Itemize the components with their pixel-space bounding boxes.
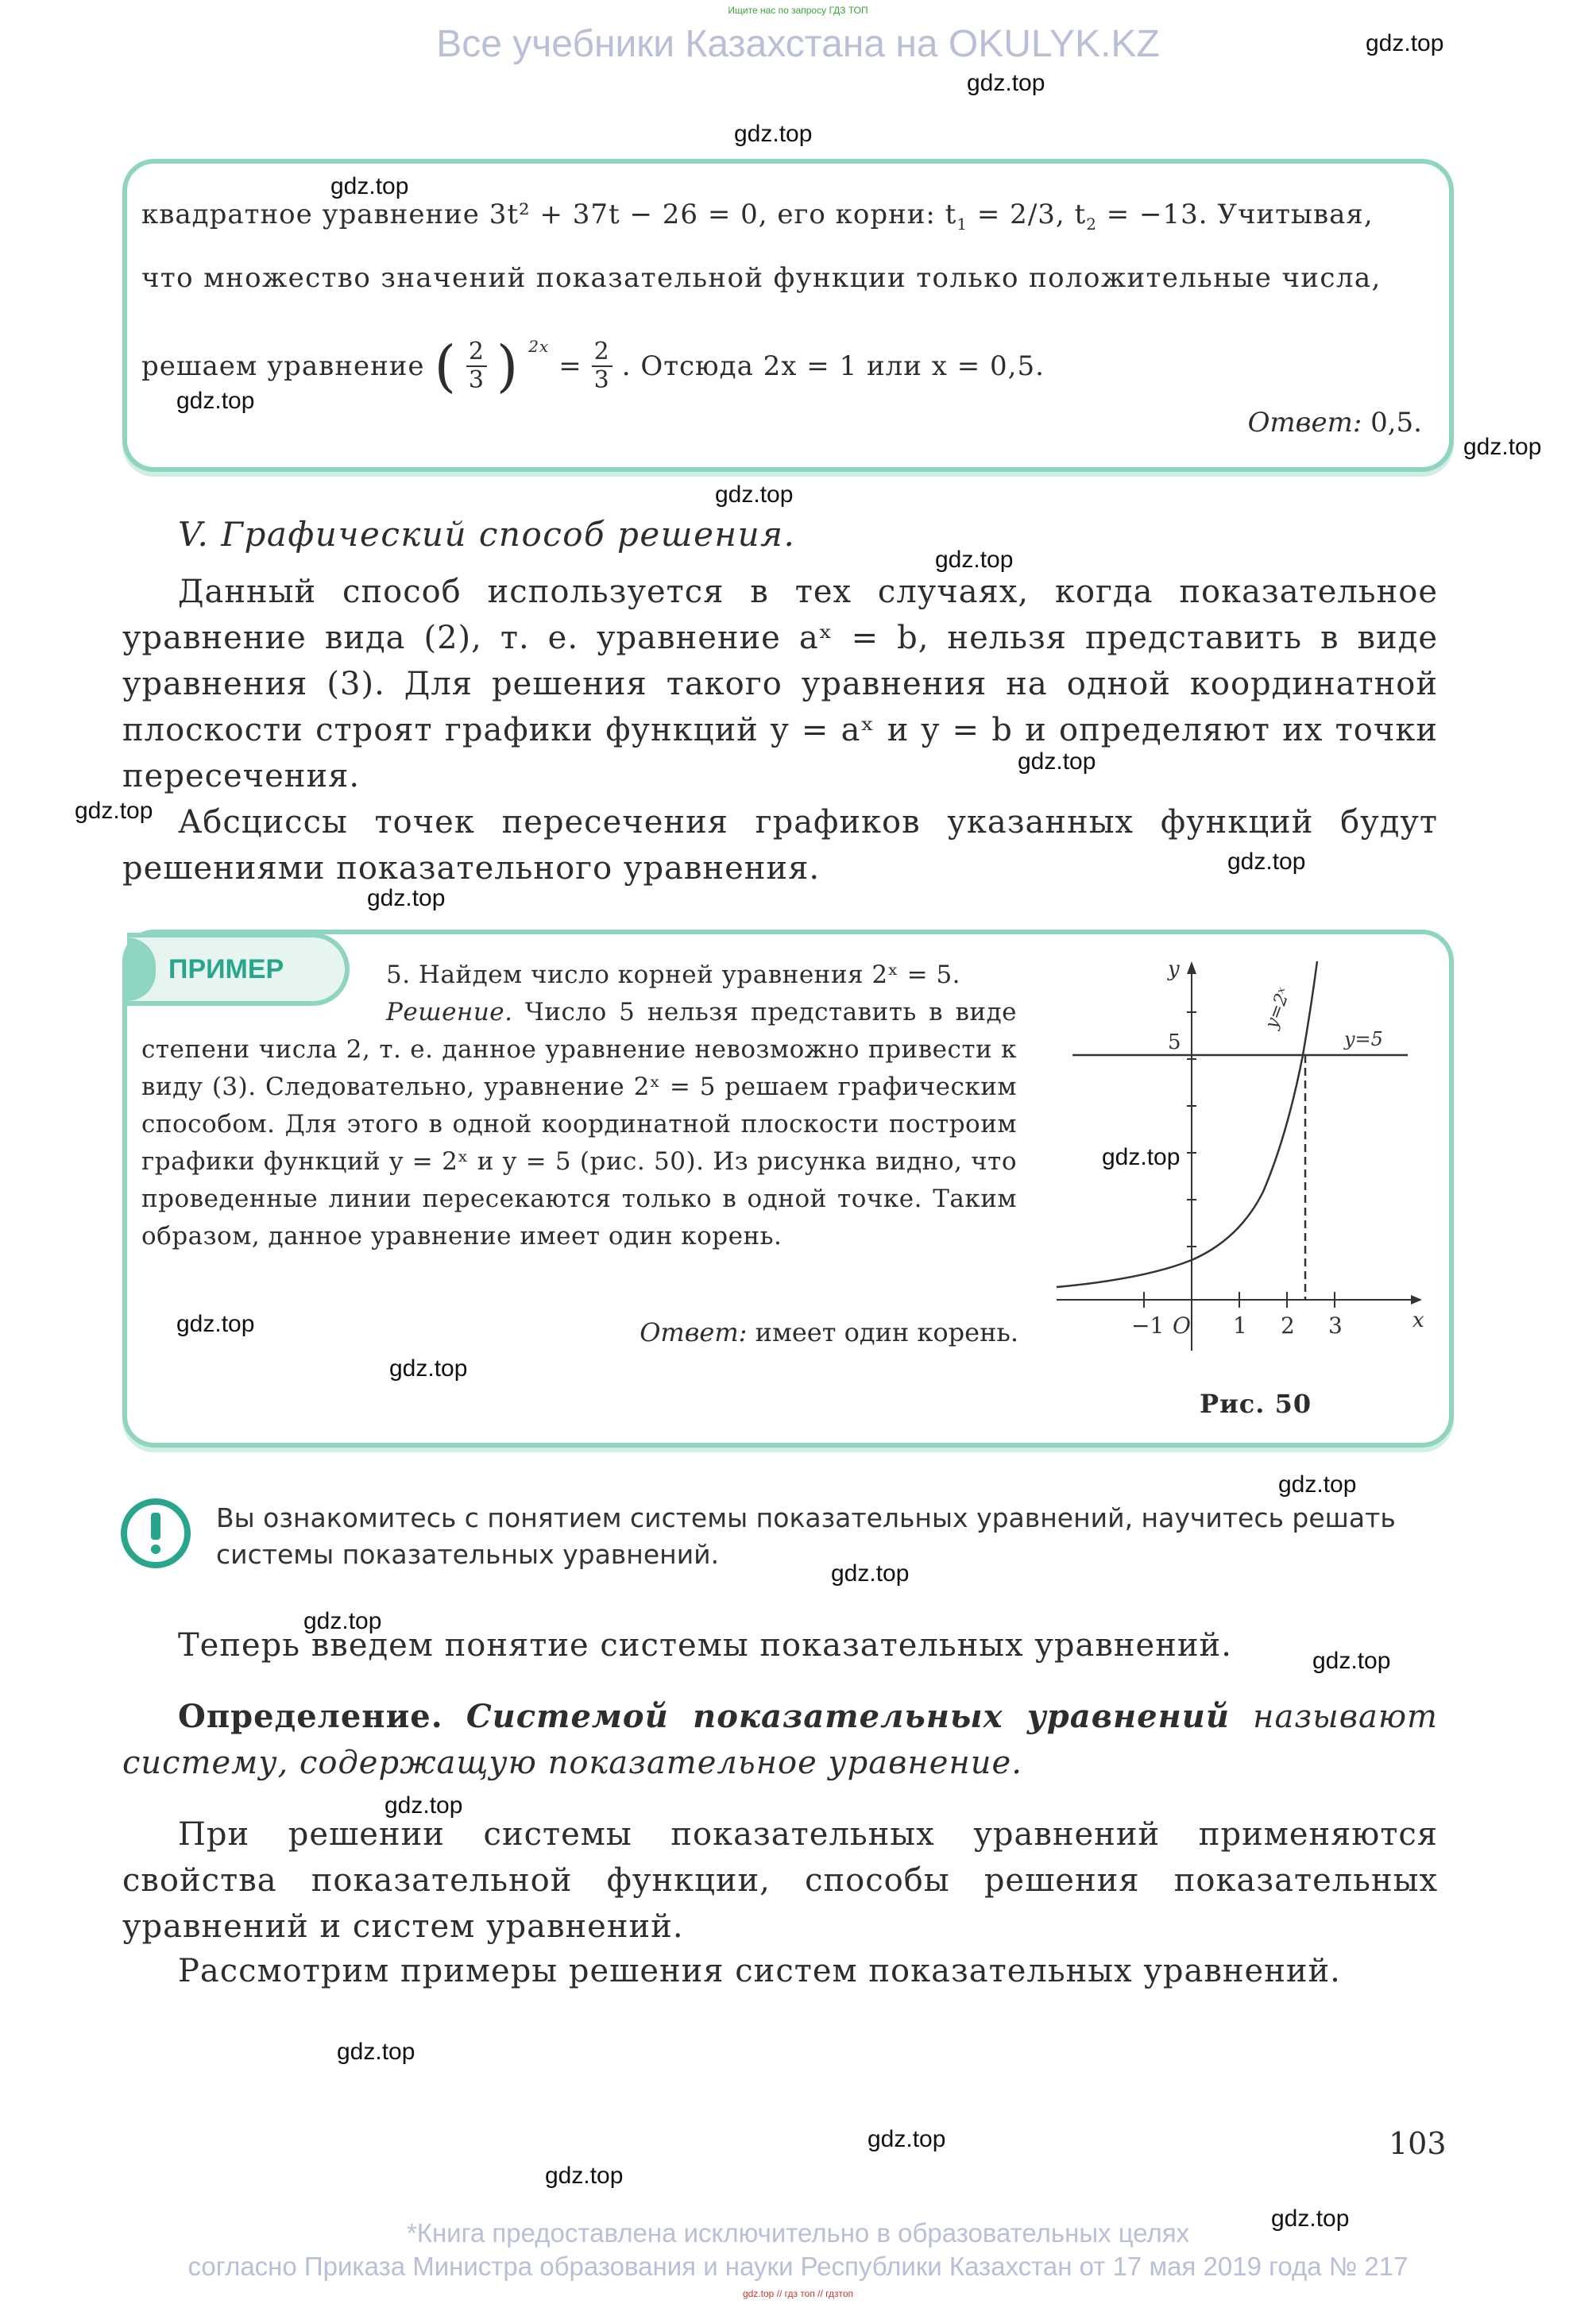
figure-caption: Рис. 50: [1200, 1389, 1312, 1419]
watermark: gdz.top: [967, 70, 1045, 96]
y-axis-arrow: [1187, 961, 1196, 974]
section-title: V. Графический способ решения.: [178, 515, 796, 554]
header-link[interactable]: Все учебники Казахстана на OKULYK.KZ: [436, 23, 1160, 65]
x-tick-label: −1: [1131, 1312, 1165, 1339]
curve-label: y=2ˣ: [1262, 985, 1295, 1032]
watermark: gdz.top: [935, 547, 1014, 573]
watermark: gdz.top: [75, 798, 153, 824]
watermark: gdz.top: [330, 173, 409, 199]
watermark: gdz.top: [545, 2163, 624, 2189]
section-paragraph-2: Абсциссы точек пересечения графиков указанных функций будут решениями показательного уравнения.: [122, 804, 1438, 887]
watermark: gdz.top: [734, 121, 813, 147]
example-solution: Решение. Число 5 нельзя представить в виде степени числа 2, т. е. данное уравнение невозможно привести к виду (3). Следовательно, уравнение 2ˣ = 5 решаем графическим способом. Для этого в одной координатной плоскости построим графики функций y = 2ˣ и y = 5 (рис. 50). Из рисунка видно, что проведенные линии пересекаются только в одной точке. Таким образом, данное уравнение имеет один корень.: [141, 998, 1017, 1251]
top-hint: Ищите нас по запросу ГДЗ ТОП: [728, 5, 868, 16]
intro-paragraph: Теперь введем понятие системы показательных уравнений.: [178, 1627, 1232, 1664]
box1-line1: квадратное уравнение 3t² + 37t − 26 = 0, его корни: $t_1 = 2/3$, $t_2 = -13$. Учитывая,: [141, 199, 1374, 234]
last-paragraph: Рассмотрим примеры решения систем показательных уравнений.: [178, 1953, 1341, 1989]
watermark: gdz.top: [176, 1311, 255, 1337]
example-answer: Ответ: имеет один корень.: [640, 1317, 1018, 1347]
x-axis-arrow: [1411, 1295, 1422, 1305]
y-axis-label: y: [1168, 957, 1180, 981]
watermark: gdz.top: [1278, 1471, 1357, 1498]
watermark: gdz.top: [1227, 849, 1306, 875]
watermark: gdz.top: [831, 1560, 910, 1587]
watermark: gdz.top: [1366, 30, 1444, 56]
y-tick-label-5: 5: [1168, 1030, 1181, 1054]
exclamation-icon: [121, 1498, 191, 1568]
watermark: gdz.top: [385, 1792, 463, 1819]
box1-line3: решаем уравнение ( 2 3 ) $^{2x}$ = 2 3 . Отсюда 2x = 1 или x = 0,5.: [141, 334, 1045, 399]
x-tick-label: O: [1173, 1312, 1191, 1339]
box1-line2: что множество значений показательной функции только положительные числа,: [141, 262, 1382, 294]
watermark: gdz.top: [715, 481, 794, 508]
watermark: gdz.top: [1312, 1648, 1391, 1674]
x-axis-label: x: [1412, 1309, 1424, 1332]
watermark: gdz.top: [1102, 1144, 1181, 1170]
learning-note: Вы ознакомитесь с понятием системы показательных уравнений, научитесь решать системы показательных уравнений.: [216, 1502, 1396, 1570]
x-tick-label: 1: [1233, 1312, 1247, 1339]
watermark: gdz.top: [389, 1355, 468, 1382]
footer-line-2: согласно Приказа Министра образования и науки Республики Казахстан от 17 мая 2019 года № 217: [187, 2252, 1409, 2281]
box1-answer: Ответ: 0,5.: [1247, 407, 1422, 439]
definition: Определение. Системой показательных уравнений называют систему, содержащую показательное уравнение.: [122, 1698, 1438, 1781]
x-tick-label: 2: [1281, 1312, 1295, 1339]
line-label: y=5: [1344, 1028, 1383, 1050]
watermark: gdz.top: [868, 2126, 946, 2152]
body-paragraph: При решении системы показательных уравнений применяются свойства показательной функции, способы решения показательных уравнений и систем уравнений.: [122, 1816, 1438, 1945]
example-badge: ПРИМЕР: [127, 933, 350, 1006]
watermark: gdz.top: [367, 885, 446, 911]
watermark: gdz.top: [176, 388, 255, 414]
x-tick-label: 3: [1328, 1312, 1343, 1339]
watermark: gdz.top: [337, 2039, 415, 2065]
page-number: 103: [1389, 2126, 1447, 2161]
footer-bottom-links[interactable]: gdz.top // гдз топ // гдзтоп: [742, 2288, 854, 2299]
watermark: gdz.top: [1271, 2205, 1350, 2232]
watermark: gdz.top: [1018, 748, 1096, 775]
section-paragraph-1: Данный способ используется в тех случаях, когда показательное уравнение вида (2), т. е. уравнение aˣ = b, нельзя представить в виде уравнения (3). Для решения такого уравнения на одной координатной плоскости строят графики функций y = aˣ и y = b и определяют их точки пересечения.: [122, 574, 1438, 794]
example-task: 5. Найдем число корней уравнения 2ˣ = 5.: [386, 961, 961, 989]
watermark: gdz.top: [303, 1608, 382, 1634]
watermark: gdz.top: [1463, 434, 1542, 460]
footer-line-1: *Книга предоставлена исключительно в образовательных целях: [406, 2218, 1190, 2248]
